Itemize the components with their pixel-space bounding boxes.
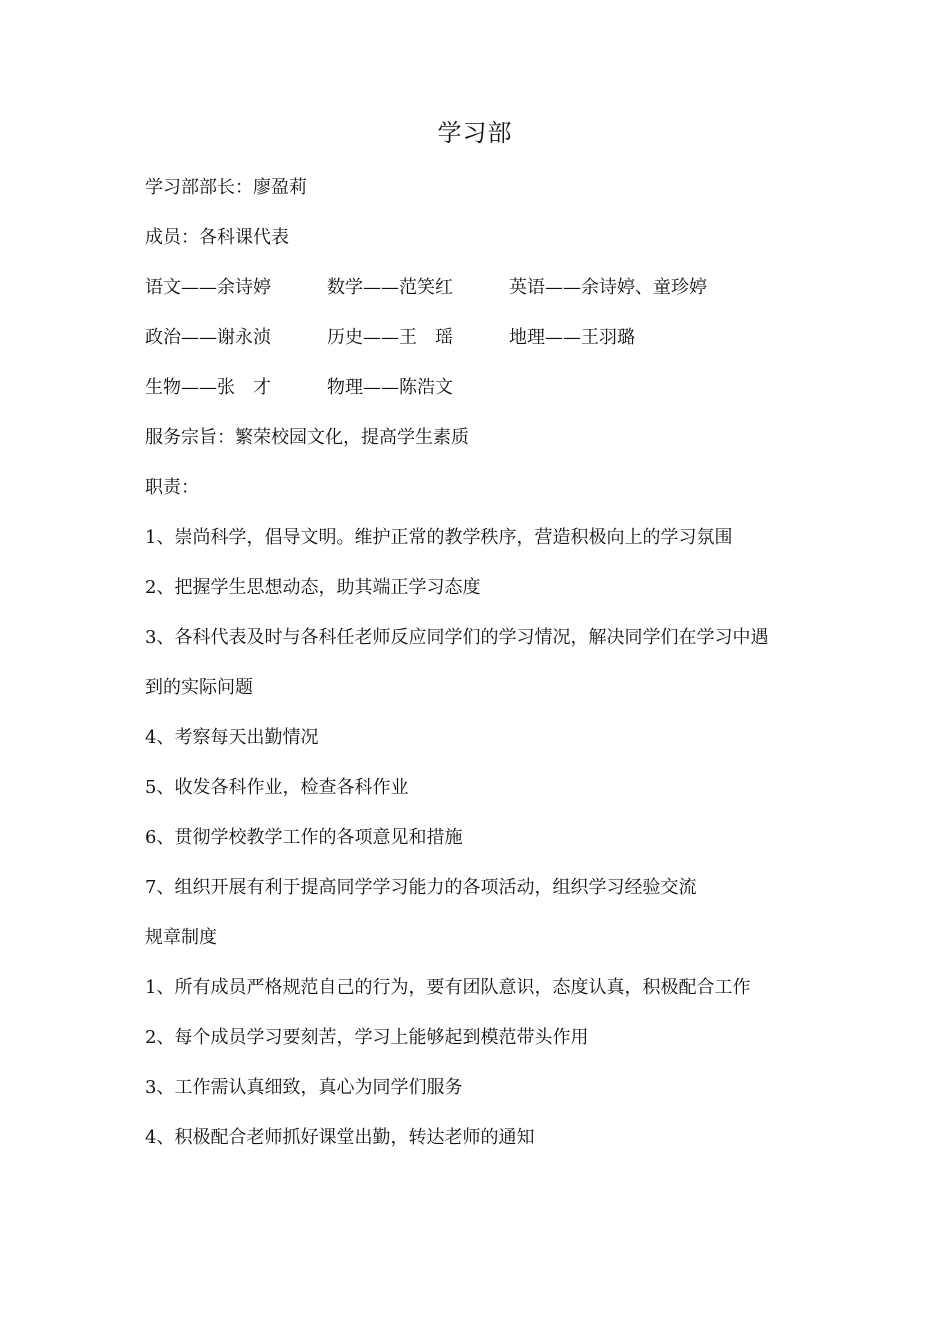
subject-politics: 政治——谢永浈: [145, 327, 271, 348]
subject-english: 英语——余诗婷、童珍婷: [509, 277, 707, 298]
subject-chinese: 语文——余诗婷: [145, 277, 271, 298]
members-intro: 成员：各科课代表: [145, 227, 289, 248]
duty-item: 1、崇尚科学，倡导文明。维护正常的教学秩序，营造积极向上的学习氛围: [145, 527, 733, 548]
subject-empty: [509, 372, 809, 422]
rule-item: 3、工作需认真细致，真心为同学们服务: [145, 1077, 463, 1098]
duty-item: 6、贯彻学校教学工作的各项意见和措施: [145, 827, 463, 848]
rule-item: 1、所有成员严格规范自己的行为，要有团队意识，态度认真，积极配合工作: [145, 977, 751, 998]
subject-math: 数学——范笑红: [327, 277, 453, 298]
document-body: [145, 172, 815, 1172]
rule-item: 2、每个成员学习要刻苦，学习上能够起到模范带头作用: [145, 1027, 589, 1048]
duty-item: 2、把握学生思想动态，助其端正学习态度: [145, 577, 481, 598]
subject-biology: 生物——张 才: [145, 377, 271, 398]
subject-physics: 物理——陈浩文: [327, 377, 453, 398]
subject-row-3: [145, 372, 815, 422]
service-purpose: 服务宗旨：繁荣校园文化，提高学生素质: [145, 427, 469, 448]
duty-item: 4、考察每天出勤情况: [145, 727, 319, 748]
subject-row-1: [145, 272, 815, 322]
duty-item-continuation: 到的实际问题: [145, 677, 253, 698]
document-title: 学习部: [437, 119, 513, 147]
subject-history: 历史——王 瑶: [327, 327, 453, 348]
subject-geography: 地理——王羽璐: [509, 327, 635, 348]
department-head: 学习部部长：廖盈莉: [145, 177, 307, 198]
duty-item: 5、收发各科作业，检查各科作业: [145, 777, 409, 798]
duty-item: 7、组织开展有利于提高同学学习能力的各项活动，组织学习经验交流: [145, 877, 697, 898]
rules-heading: 规章制度: [145, 927, 217, 948]
rule-item: 4、积极配合老师抓好课堂出勤，转达老师的通知: [145, 1127, 535, 1148]
duties-heading: 职责：: [145, 477, 199, 498]
duty-item: 3、各科代表及时与各科任老师反应同学们的学习情况，解决同学们在学习中遇: [145, 627, 769, 648]
subject-row-2: [145, 322, 815, 372]
